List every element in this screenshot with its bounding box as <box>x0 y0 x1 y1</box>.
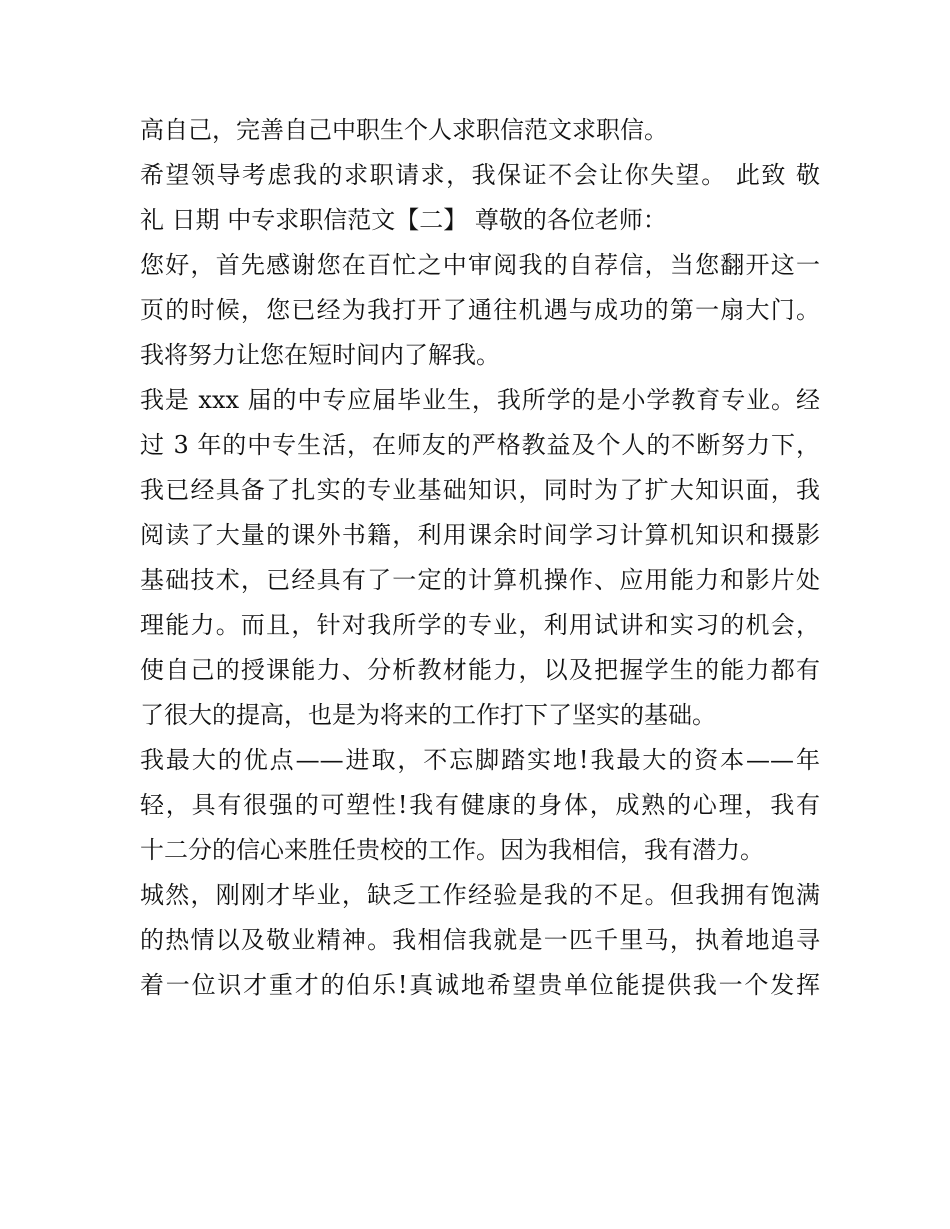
letter-body <box>140 108 820 1008</box>
text-line-11: 基础技术，已经具有了一定的计算机操作、应用能力和影片处 <box>140 566 820 594</box>
text-line-6: 我将努力让您在短时间内了解我。 <box>140 341 500 369</box>
text-line-14: 了很大的提高，也是为将来的工作打下了坚实的基础。 <box>140 701 716 729</box>
text-line-15: 我最大的优点——进取，不忘脚踏实地!我最大的资本——年 <box>140 746 820 774</box>
text-line-3: 礼 日期 中专求职信范文【二】 尊敬的各位老师： <box>140 206 667 234</box>
text-line-8: 过 3 年的中专生活，在师友的严格教益及个人的不断努力下， <box>140 431 820 459</box>
text-line-17: 十二分的信心来胜任贵校的工作。因为我相信，我有潜力。 <box>140 836 764 864</box>
text-line-5: 页的时候，您已经为我打开了通往机遇与成功的第一扇大门。 <box>140 296 820 324</box>
text-line-20: 着一位识才重才的伯乐!真诚地希望贵单位能提供我一个发挥 <box>140 971 820 999</box>
text-line-4: 您好，首先感谢您在百忙之中审阅我的自荐信，当您翻开这一 <box>140 251 820 279</box>
text-line-12: 理能力。而且，针对我所学的专业，利用试讲和实习的机会， <box>140 611 820 639</box>
text-line-13: 使自己的授课能力、分析教材能力，以及把握学生的能力都有 <box>140 656 820 684</box>
text-line-19: 的热情以及敬业精神。我相信我就是一匹千里马，执着地追寻 <box>140 926 820 954</box>
text-line-18: 城然，刚刚才毕业，缺乏工作经验是我的不足。但我拥有饱满 <box>140 881 820 909</box>
text-line-9: 我已经具备了扎实的专业基础知识，同时为了扩大知识面，我 <box>140 476 820 504</box>
text-line-1: 高自己，完善自己中职生个人求职信范文求职信。 <box>140 116 668 144</box>
text-line-7: 我是 xxx 届的中专应届毕业生，我所学的是小学教育专业。经 <box>140 386 820 414</box>
text-line-16: 轻，具有很强的可塑性!我有健康的身体，成熟的心理，我有 <box>140 791 820 819</box>
text-line-10: 阅读了大量的课外书籍，利用课余时间学习计算机知识和摄影 <box>140 521 820 549</box>
text-line-2: 希望领导考虑我的求职请求，我保证不会让你失望。 此致 敬 <box>140 161 820 189</box>
